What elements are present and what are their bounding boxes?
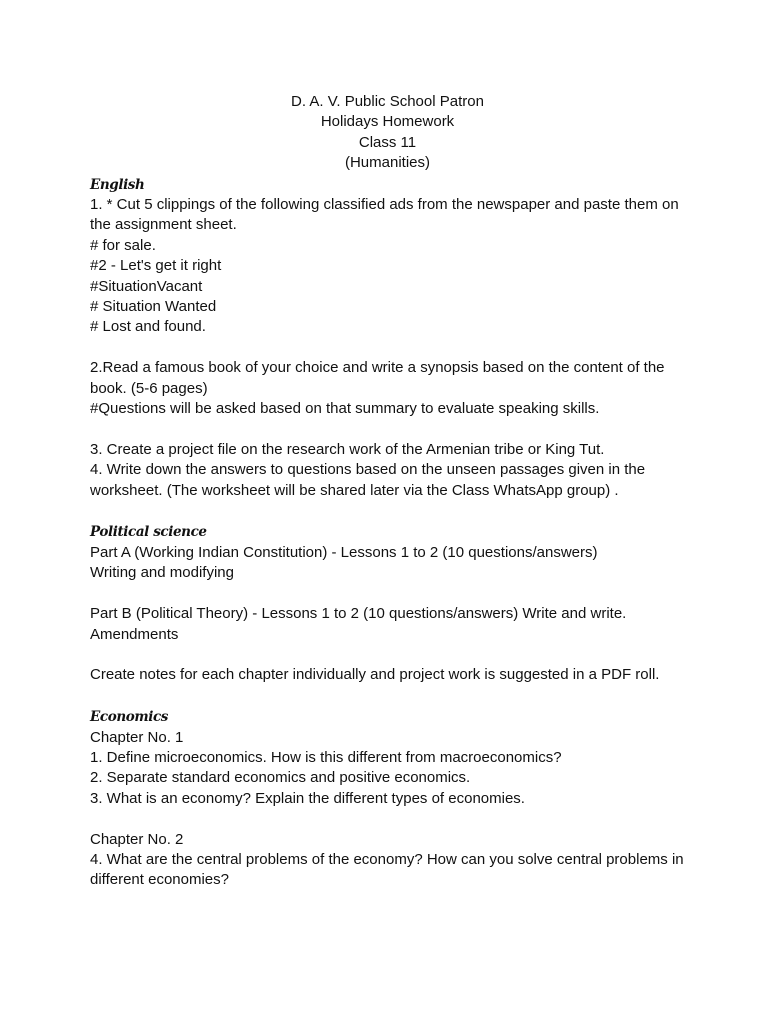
spacer <box>90 809 685 829</box>
document-page <box>90 92 685 891</box>
list-item: 2. Separate standard economics and positive economics. <box>90 769 471 787</box>
list-item: # for sale. <box>90 236 156 254</box>
document-title: Holidays Homework <box>320 113 455 131</box>
english-question-2: 2.Read a famous book of your choice and write a synopsis based on the content of the book. (5-6 pages) <box>90 359 665 397</box>
english-question-4: 4. Write down the answers to questions based on the unseen passages given in the worksheet. (The worksheet will be shared later via the Class WhatsApp group) . <box>90 461 646 499</box>
list-item: 4. What are the central problems of the economy? How can you solve central problems in different economies? <box>90 850 684 889</box>
list-item: # Situation Wanted <box>90 298 217 316</box>
spacer <box>90 419 685 439</box>
school-name: D. A. V. Public School Patron <box>291 93 484 110</box>
polsci-notes: Create notes for each chapter individually and project work is suggested in a PDF roll. <box>90 666 660 684</box>
polsci-part-a: Part A (Working Indian Constitution) - Lessons 1 to 2 (10 questions/answers) <box>90 543 598 561</box>
economics-chapter-1: Chapter No. 1 <box>90 728 184 746</box>
english-question-1: 1. * Cut 5 clippings of the following classified ads from the newspaper and paste them on the assignment sheet. <box>90 196 679 234</box>
list-item: 3. What is an economy? Explain the different types of economies. <box>90 789 525 807</box>
section-heading-political-science: Political science <box>90 524 207 541</box>
english-section <box>90 175 685 522</box>
list-item: #2 - Let's get it right <box>90 257 222 275</box>
spacer <box>90 501 685 521</box>
section-heading-english: English <box>90 176 145 193</box>
polsci-part-b: Part B (Political Theory) - Lessons 1 to 2 (10 questions/answers) Write and write. <box>90 605 627 623</box>
list-item: 1. Define microeconomics. How is this different from macroeconomics? <box>90 748 562 766</box>
political-science-section <box>90 522 685 706</box>
document-header <box>90 92 685 174</box>
english-question-3: 3. Create a project file on the research work of the Armenian tribe or King Tut. <box>90 440 605 458</box>
spacer <box>90 584 685 604</box>
section-heading-economics: Economics <box>90 709 168 726</box>
class-label: Class 11 <box>358 133 417 151</box>
stream-label: (Humanities) <box>344 154 431 172</box>
polsci-part-a-note: Writing and modifying <box>90 564 234 582</box>
english-question-2-note: #Questions will be asked based on that summary to evaluate speaking skills. <box>90 400 600 418</box>
economics-section <box>90 707 685 891</box>
economics-chapter-2: Chapter No. 2 <box>90 830 184 848</box>
spacer <box>90 686 685 706</box>
polsci-part-b-note: Amendments <box>90 625 179 643</box>
list-item: # Lost and found. <box>90 318 206 336</box>
spacer <box>90 645 685 665</box>
spacer <box>90 338 685 358</box>
list-item: #SituationVacant <box>90 277 203 295</box>
